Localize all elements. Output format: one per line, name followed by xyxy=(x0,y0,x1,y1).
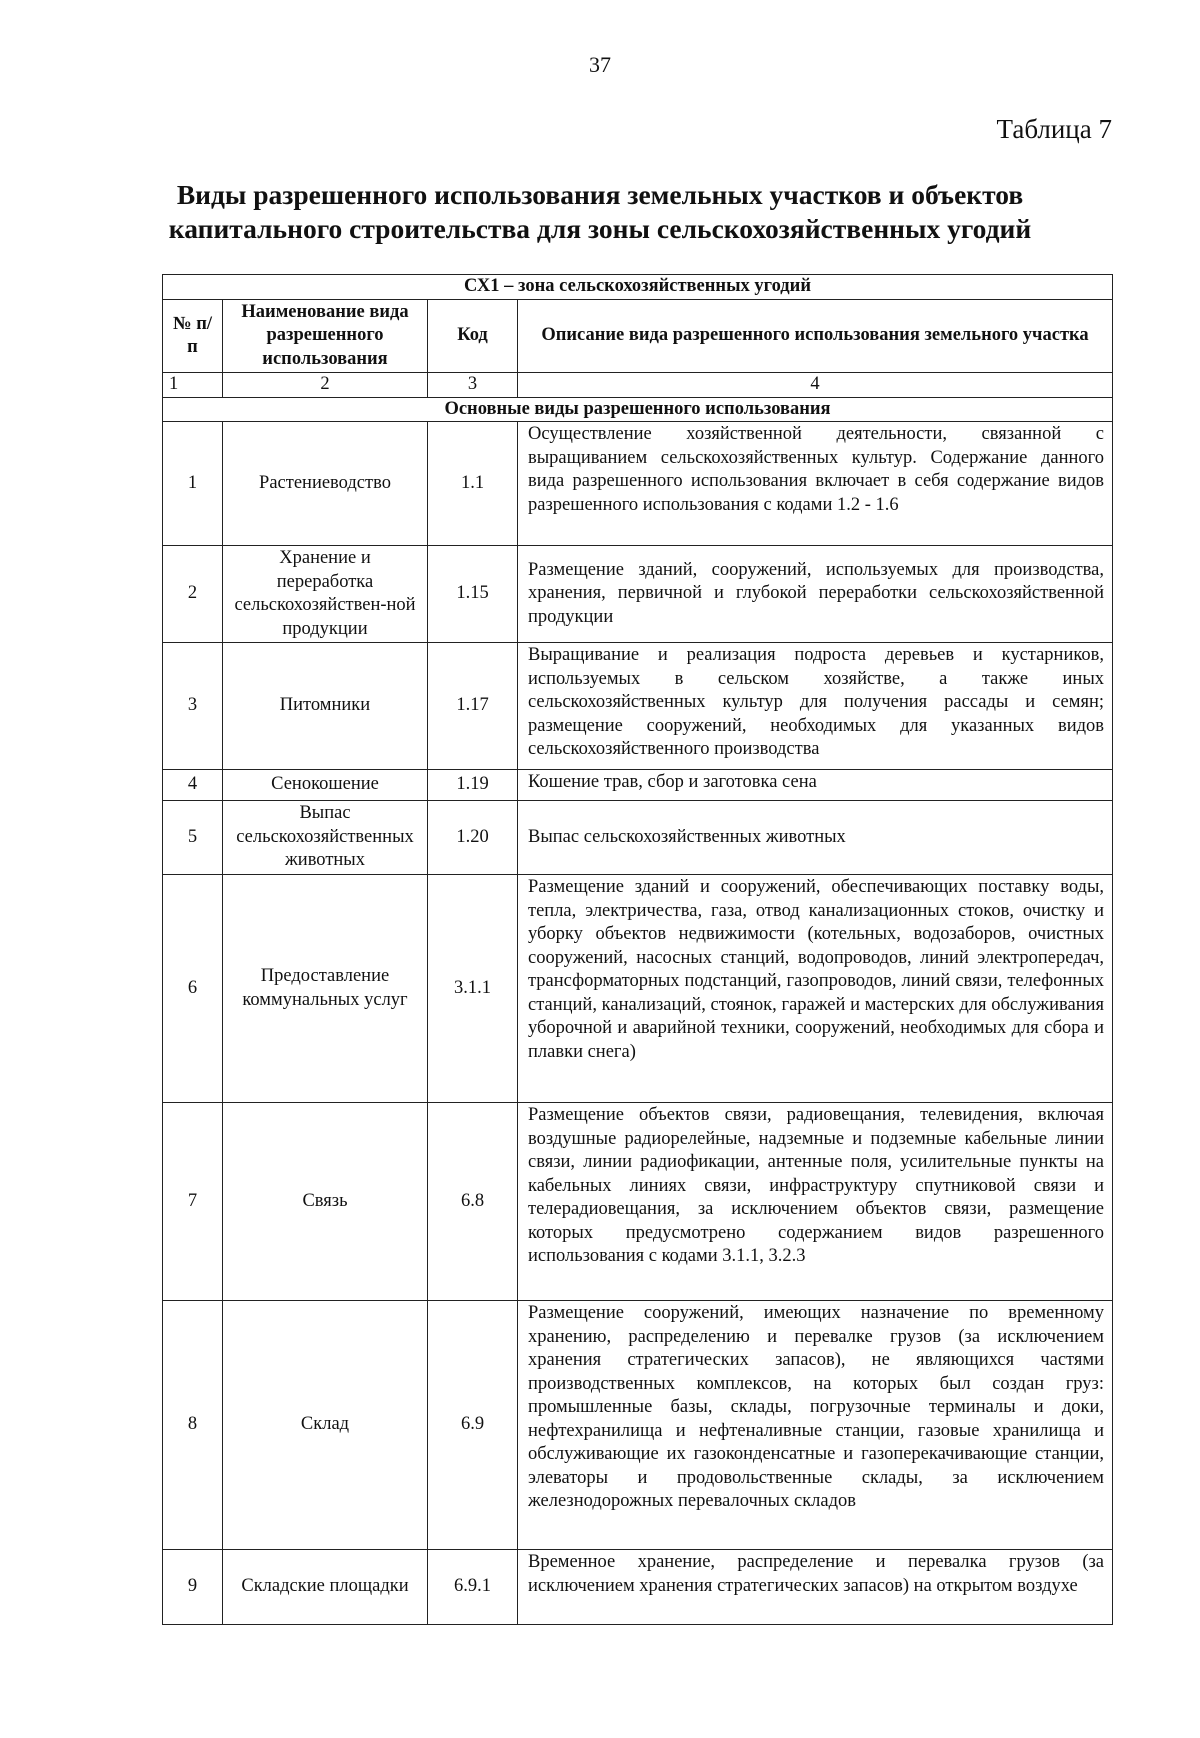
column-header-num: № п/п xyxy=(163,300,223,373)
land-use-table xyxy=(162,274,1113,1625)
row-number: 8 xyxy=(163,1301,223,1550)
row-number: 7 xyxy=(163,1103,223,1301)
row-code: 6.9.1 xyxy=(428,1550,518,1625)
table-row xyxy=(163,1103,1113,1301)
row-name: Питомники xyxy=(223,643,428,770)
column-number: 3 xyxy=(428,373,518,398)
table-row xyxy=(163,643,1113,770)
table-row xyxy=(163,875,1113,1103)
row-description: Размещение объектов связи, радиовещания, телевидения, включая воздушные радиорелейные, надземные и подземные кабельные линии связи, линии радиофикации, антенные поля, усилительные пункты на кабельных линиях связи, инфраструктуру спутниковой связи и телерадиовещания, за исключением объектов связи, размещение которых предусмотрено содержанием видов разрешенного использования с кодами 3.1.1, 3.2.3 xyxy=(518,1103,1113,1301)
document-title xyxy=(0,178,1200,246)
row-code: 1.1 xyxy=(428,422,518,546)
row-code: 1.20 xyxy=(428,801,518,875)
row-code: 1.17 xyxy=(428,643,518,770)
row-description: Кошение трав, сбор и заготовка сена xyxy=(518,770,1113,801)
section-header: Основные виды разрешенного использования xyxy=(163,397,1113,422)
column-header-code: Код xyxy=(428,300,518,373)
table-row xyxy=(163,801,1113,875)
row-description: Размещение зданий, сооружений, используемых для производства, хранения, первичной и глубокой переработки сельскохозяйственной продукции xyxy=(518,546,1113,643)
row-number: 3 xyxy=(163,643,223,770)
table-row xyxy=(163,770,1113,801)
table-row xyxy=(163,546,1113,643)
row-number: 1 xyxy=(163,422,223,546)
table-row xyxy=(163,1550,1113,1625)
row-name: Связь xyxy=(223,1103,428,1301)
column-number: 4 xyxy=(518,373,1113,398)
zone-header: СХ1 – зона сельскохозяйственных угодий xyxy=(163,275,1113,300)
row-number: 5 xyxy=(163,801,223,875)
page-number: 37 xyxy=(589,52,611,77)
row-description: Выращивание и реализация подроста деревьев и кустарников, используемых в сельском хозяйстве, а также иных сельскохозяйственных культур для получения рассады и семян; размещение сооружений, необходимых для указанных видов сельскохозяйственного производства xyxy=(518,643,1113,770)
table-label: Таблица 7 xyxy=(996,114,1112,144)
column-header-name: Наименование вида разрешенного использования xyxy=(223,300,428,373)
row-code: 1.15 xyxy=(428,546,518,643)
row-code: 1.19 xyxy=(428,770,518,801)
row-description: Выпас сельскохозяйственных животных xyxy=(518,801,1113,875)
row-name: Склад xyxy=(223,1301,428,1550)
row-number: 2 xyxy=(163,546,223,643)
column-header-desc: Описание вида разрешенного использования земельного участка xyxy=(518,300,1113,373)
row-number: 9 xyxy=(163,1550,223,1625)
row-code: 3.1.1 xyxy=(428,875,518,1103)
row-name: Хранение и переработка сельскохозяйствен-ной продукции xyxy=(223,546,428,643)
title-line-1: Виды разрешенного использования земельных участков и объектов xyxy=(176,179,1024,210)
row-name: Сенокошение xyxy=(223,770,428,801)
row-name: Складские площадки xyxy=(223,1550,428,1625)
column-number: 1 xyxy=(163,373,223,398)
row-name: Выпас сельскохозяйственных животных xyxy=(223,801,428,875)
table-row xyxy=(163,422,1113,546)
column-number: 2 xyxy=(223,373,428,398)
row-code: 6.8 xyxy=(428,1103,518,1301)
row-number: 6 xyxy=(163,875,223,1103)
row-description: Размещение сооружений, имеющих назначение по временному хранению, распределению и перевалке грузов (за исключением хранения стратегических запасов), не являющихся частями производственных комплексов, на которых был создан груз: промышленные базы, склады, погрузочные терминалы и доки, нефтехранилища и нефтеналивные станции, газовые хранилища и обслуживающие их газоконденсатные и газоперекачивающие станции, элеваторы и продовольственные склады, за исключением железнодорожных перевалочных складов xyxy=(518,1301,1113,1550)
row-code: 6.9 xyxy=(428,1301,518,1550)
row-description: Временное хранение, распределение и перевалка грузов (за исключением хранения стратегических запасов) на открытом воздухе xyxy=(518,1550,1113,1625)
row-description: Размещение зданий и сооружений, обеспечивающих поставку воды, тепла, электричества, газа, отвод канализационных стоков, очистку и уборку объектов недвижимости (котельных, водозаборов, очистных сооружений, насосных станций, водопроводов, линий электропередач, трансформаторных подстанций, газопроводов, линий связи, телефонных станций, канализаций, стоянок, гаражей и мастерских для обслуживания уборочной и аварийной техники, сооружений, необходимых для сбора и плавки снега) xyxy=(518,875,1113,1103)
row-number: 4 xyxy=(163,770,223,801)
row-name: Растениеводство xyxy=(223,422,428,546)
table-row xyxy=(163,1301,1113,1550)
title-line-2: капитального строительства для зоны сельскохозяйственных угодий xyxy=(168,213,1032,244)
row-description: Осуществление хозяйственной деятельности, связанной с выращиванием сельскохозяйственных культур. Содержание данного вида разрешенного использования включает в себя содержание видов разрешенного использования с кодами 1.2 - 1.6 xyxy=(518,422,1113,546)
row-name: Предоставление коммунальных услуг xyxy=(223,875,428,1103)
